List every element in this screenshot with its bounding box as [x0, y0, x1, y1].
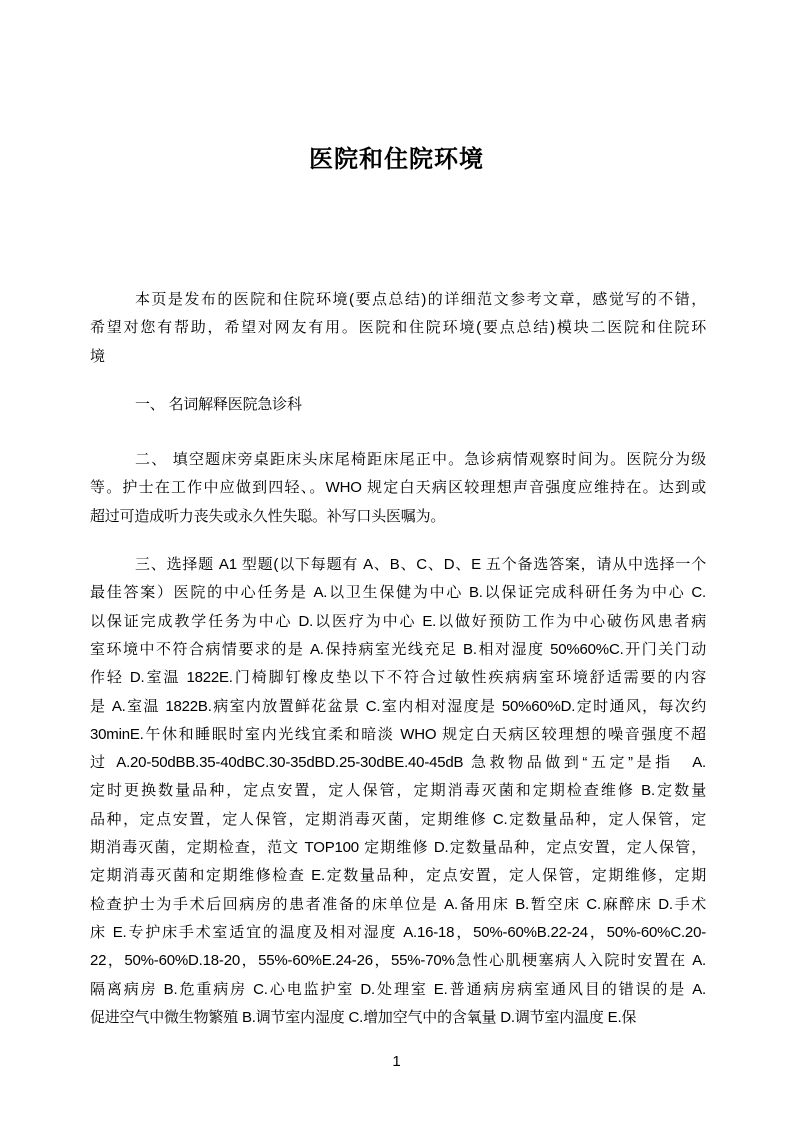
paragraph: [90, 446, 706, 531]
text-line: 超过可造成听力丧失或永久性失聪。补写口头医嘱为。: [90, 507, 446, 525]
document-body: [90, 286, 706, 1032]
text-line: 作轻 D.室温 1822E.门椅脚钉橡皮垫以下不符合过敏性疾病病室环境舒适需要的内容: [90, 669, 706, 687]
paragraph: [90, 551, 706, 1032]
text-line: 本页是发布的医院和住院环境(要点总结)的详细范文参考文章，感觉写的不错，: [135, 291, 706, 308]
paragraph: [90, 286, 706, 371]
text-line: 一、 名词解释医院急诊科: [135, 395, 302, 413]
text-line: 22，50%-60%D.18-20，55%-60%E.24-26，55%-70%急性心肌梗塞病人入院时安置在 A.: [90, 952, 706, 970]
text-line: 等。护士在工作中应做到四轻、。WHO 规定白天病区较理想声音强度应维持在。达到或: [90, 479, 706, 497]
text-line: 促进空气中微生物繁殖 B.调节室内湿度 C.增加空气中的含氧量 D.调节室内温度 E.保: [90, 1008, 637, 1026]
text-line: 定时更换数量品种，定点安置，定人保管，定期消毒灭菌和定期检查维修 B.定数量: [90, 782, 706, 800]
text-line: 检查护士为手术后回病房的患者准备的床单位是 A.备用床 B.暂空床 C.麻醉床 D.手术: [90, 895, 706, 913]
page-number: 1: [392, 1053, 401, 1070]
text-line: 室环境中不符合病情要求的是 A.保持病室光线充足 B.相对湿度 50%60%C.开门关门动: [90, 640, 706, 658]
text-line: 30minE.午休和睡眠时室内光线宜柔和暗淡 WHO 规定白天病区较理想的噪音强度不超: [90, 725, 706, 743]
text-line: 三、选择题 A1 型题(以下每题有 A、B、C、D、E 五个备选答案，请从中选择一个: [135, 556, 706, 574]
text-line: 床 E.专护床手术室适宜的温度及相对湿度 A.16-18，50%-60%B.22-24，50%-60%C.20-: [90, 923, 706, 941]
text-line: 过 A.20-50dBB.35-40dBC.30-35dBD.25-30dBE.40-45dB 急救物品做到“五定”是指 A.: [90, 754, 706, 772]
text-line: 二、 填空题床旁桌距床头床尾椅距床尾正中。急诊病情观察时间为。医院分为级: [135, 451, 706, 469]
text-line: 以保证完成教学任务为中心 D.以医疗为中心 E.以做好预防工作为中心破伤风患者病: [90, 612, 706, 630]
text-line: 定期消毒灭菌和定期维修检查 E.定数量品种，定点安置，定人保管，定期维修，定期: [90, 867, 706, 885]
text-line: 是 A.室温 1822B.病室内放置鲜花盆景 C.室内相对湿度是 50%60%D.定时通风，每次约: [90, 697, 706, 715]
text-line: 最佳答案）医院的中心任务是 A.以卫生保健为中心 B.以保证完成科研任务为中心 C.: [90, 584, 706, 602]
text-line: 希望对您有帮助，希望对网友有用。医院和住院环境(要点总结)模块二医院和住院环: [90, 319, 706, 337]
text-line: 期消毒灭菌，定期检查，范文 TOP100 定期维修 D.定数量品种，定点安置，定人保管，: [90, 839, 706, 857]
text-line: 品种，定点安置，定人保管，定期消毒灭菌，定期维修 C.定数量品种，定人保管，定: [90, 810, 706, 828]
text-line: 境: [90, 347, 105, 365]
paragraph: [90, 391, 706, 419]
document-title: 医院和住院环境: [309, 146, 484, 173]
text-line: 隔离病房 B.危重病房 C.心电监护室 D.处理室 E.普通病房病室通风目的错误的是 A.: [90, 980, 706, 998]
